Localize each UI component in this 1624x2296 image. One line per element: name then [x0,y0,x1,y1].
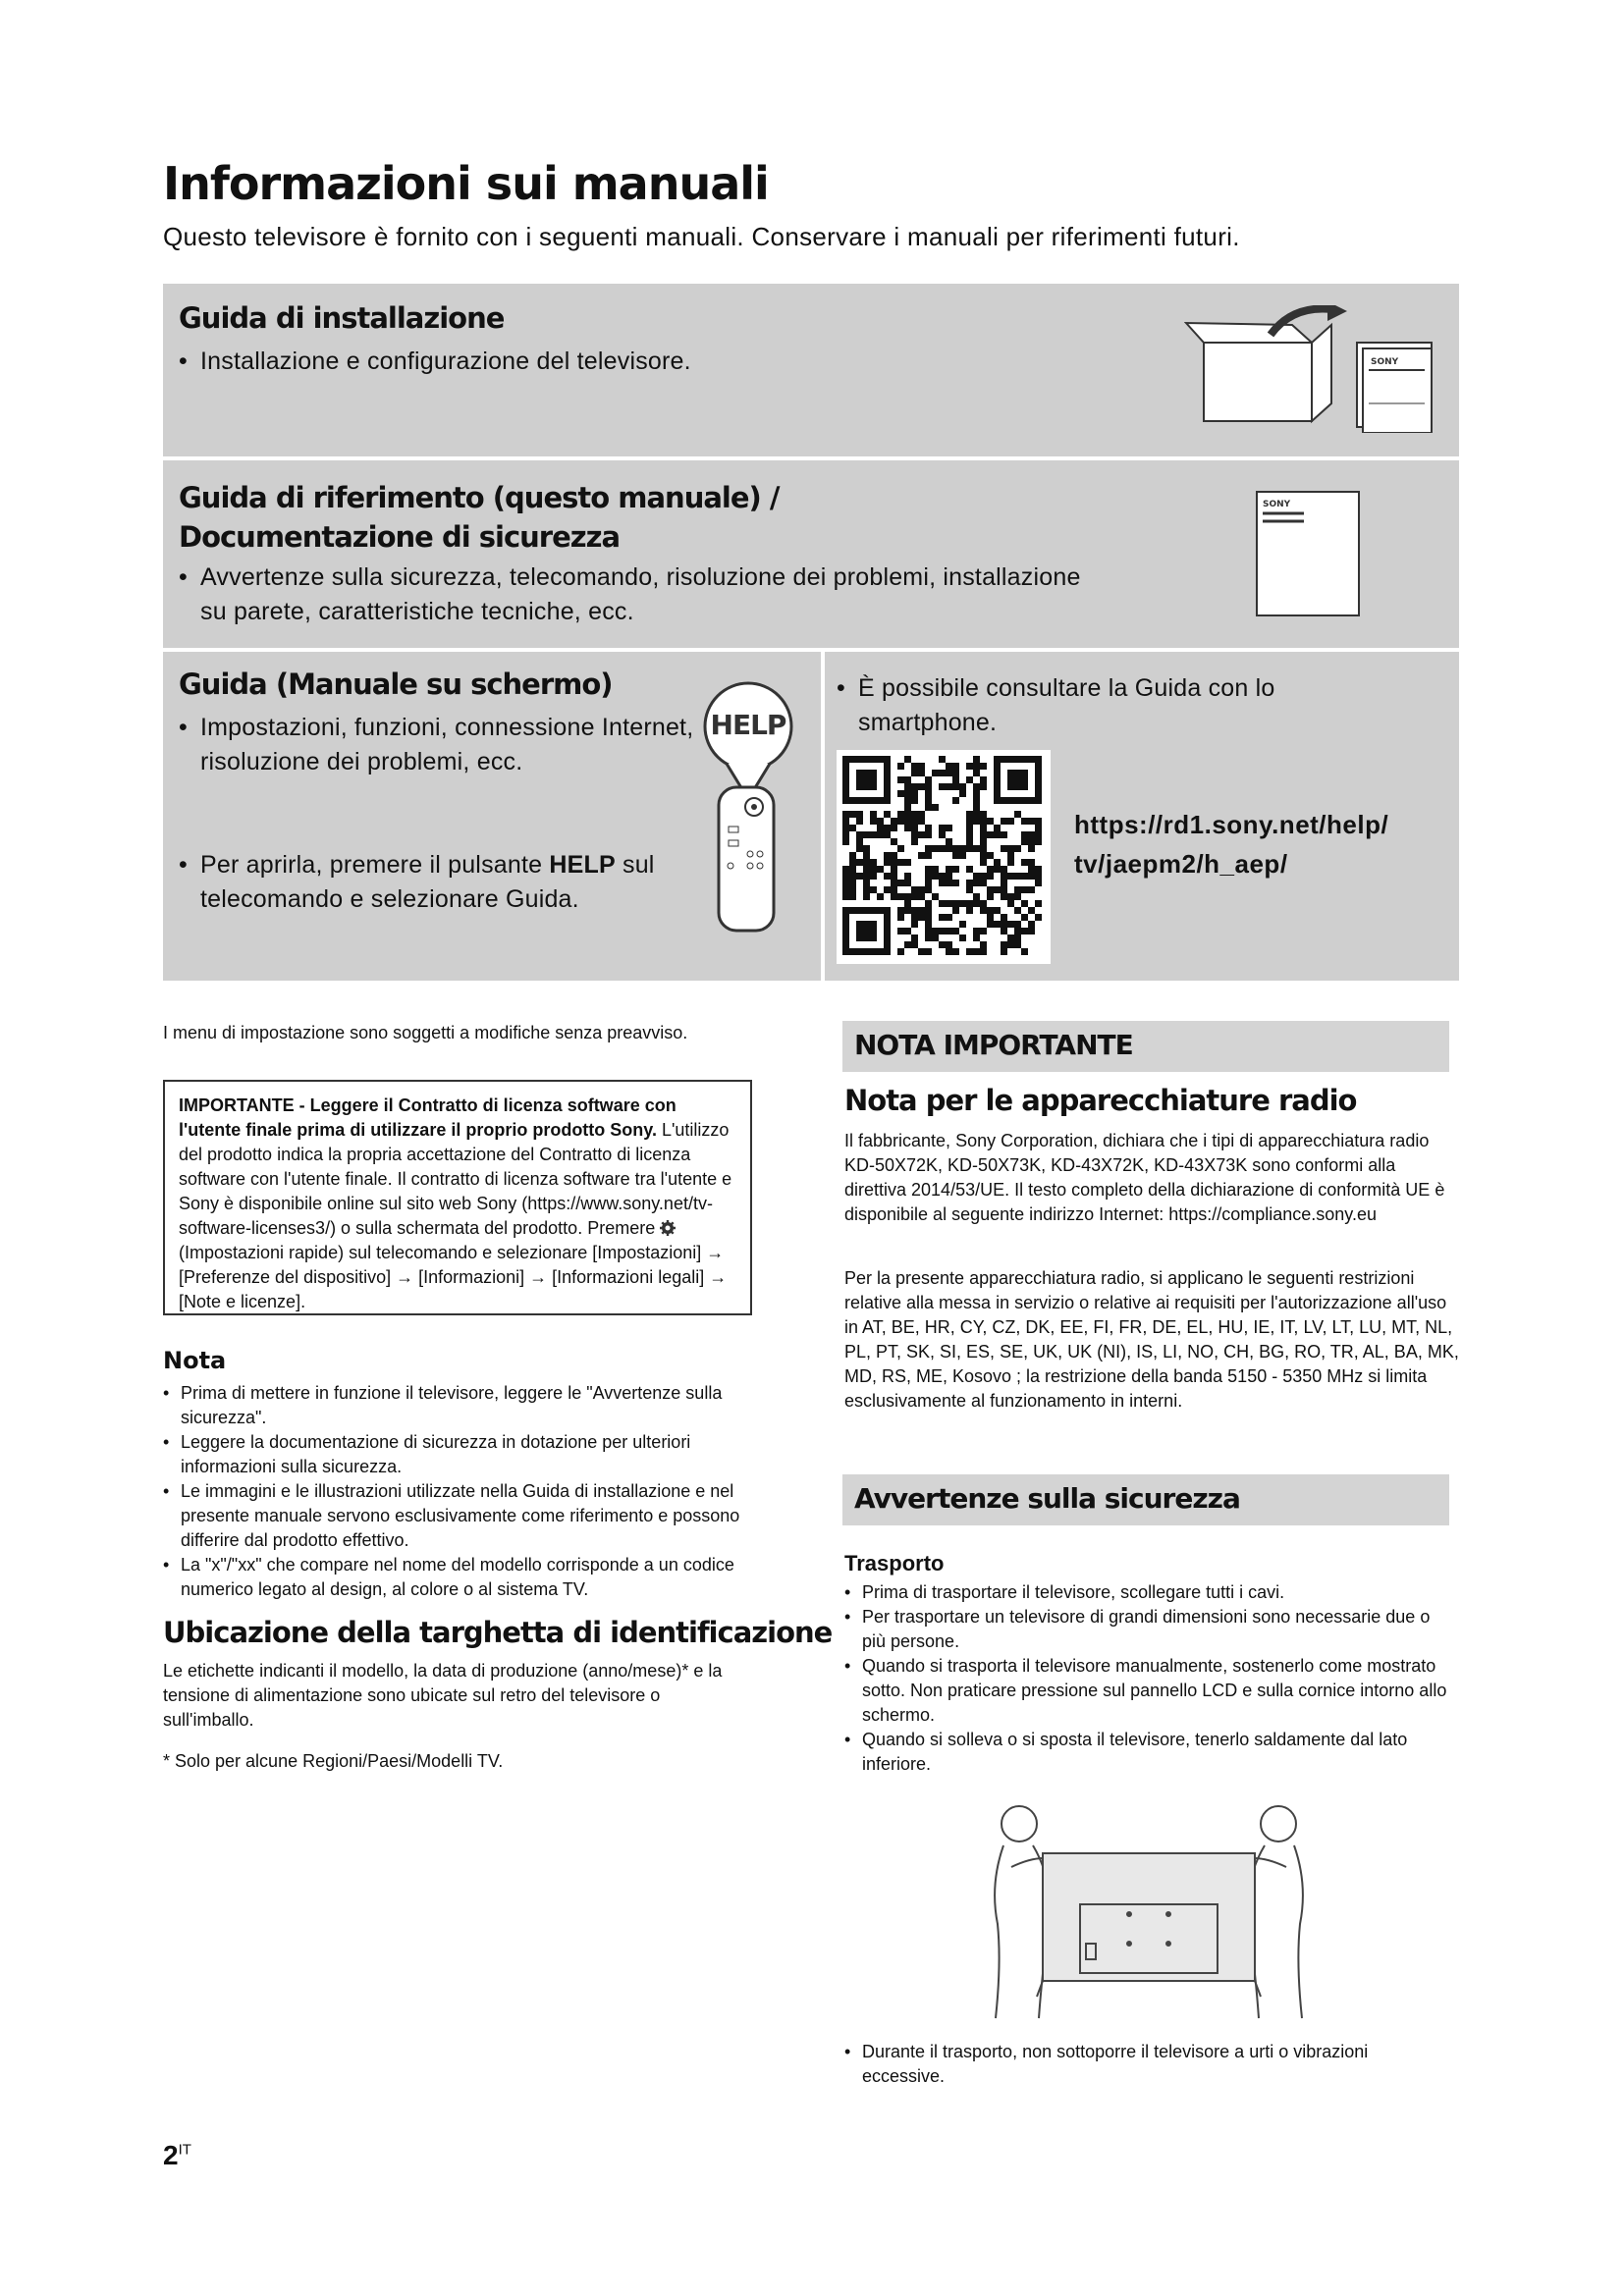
trasporto-bullet-1: • Prima di trasportare il televisore, scollegare tutti i cavi. [844,1580,1453,1605]
qr-code [837,750,1051,964]
important-pre: L'utilizzo del prodotto indica la propria accettazione del Contratto di licenza software con l'utente finale. Il contratto di licenza software tra l'utente e Sony è disponibile online sul sito web Sony (https://www.sony.net/tv-software-licenses3/) o sulla schermata del prodotto. Premere [179,1120,732,1238]
ubicazione-text: Le etichette indicanti il modello, la data di produzione (anno/mese)* e la tensione di alimentazione sono ubicate sul retro del televisore o sull'imballo. [163,1661,723,1730]
nota-bullet-2: • Leggere la documentazione di sicurezza in dotazione per ulteriori informazioni sulla sicurezza. [163,1430,782,1479]
tv-carry-illustration [982,1796,1316,2022]
help-label: HELP [710,709,786,741]
page-number-value: 2 [163,2140,179,2170]
radio-paragraph-2: Per la presente apparecchiatura radio, si applicano le seguenti restrizioni relative alla messa in servizio o relative ai requisiti per l'autorizzazione all'uso in AT, BE, HR, CY, CZ, DK, EE, FI, FR, DE, EL, HU, IE, IT, LV, LT, LU, MT, NL, PL, PT, SK, SI, ES, SE, UK, UK (NI), IS, LI, NO, CH, BG, RO, TR, AL, BA, MK, MD, RS, ME, Kosovo ; la restrizione della banda 5150 - 5350 MHz si limita esclusivamente al funzionamento in interni. [844,1268,1459,1411]
nota-importante-heading: NOTA IMPORTANTE [854,1029,1133,1061]
panel-smartphone [825,652,1459,981]
help-url[interactable] [1074,805,1388,883]
remote-help-icon [699,679,807,934]
trasporto-bullet-2: • Per trasportare un televisore di grandi dimensioni sono necessarie due o più persone. [844,1605,1453,1654]
nota-bullet-4: • La "x"/"xx" che compare nel nome del modello corrisponde a un codice numerico legato al design, al colore o al sistema TV. [163,1553,782,1602]
trasporto-bullet-3: • Quando si trasporta il televisore manualmente, sostenerlo come mostrato sotto. Non praticare pressione sul pannello LCD e sulla cornice intorno allo schermo. [844,1654,1453,1728]
ubicazione-heading: Ubicazione della targhetta di identificazione [163,1616,833,1649]
footnote: * Solo per alcune Regioni/Paesi/Modelli TV. [163,1751,504,1771]
nota-bullet-1: • Prima di mettere in funzione il televisore, leggere le "Avvertenze sulla sicurezza". [163,1381,782,1430]
panel-help-title: Guida (Manuale su schermo) [179,667,613,701]
panel-help-guide [163,652,821,981]
nota-importante-bar [842,1021,1449,1072]
manual-booklet-icon [1255,490,1363,619]
panel-installation-title: Guida di installazione [179,301,505,335]
page-number-suffix: IT [178,2141,191,2159]
important-box [163,1080,752,1315]
smartphone-bullet: • È possibile consultare la Guida con lo smartphone. [837,671,1408,740]
nota-bullet-3: • Le immagini e le illustrazioni utilizzate nella Guida di installazione e nel presente manuale servono esclusivamente come riferimento e possono differire dal prodotto effettivo. [163,1479,782,1553]
nota-list [163,1381,782,1602]
menu-note: I menu di impostazione sono soggetti a modifiche senza preavviso. [163,1023,688,1042]
panel-installation-guide [163,284,1459,456]
radio-heading: Nota per le apparecchiature radio [844,1084,1357,1117]
panel-reference-bullet: • Avvertenze sulla sicurezza, telecomando, risoluzione dei problemi, installazione su parete, caratteristiche tecniche, ecc. [179,561,1104,629]
page-title: Informazioni sui manuali [163,157,769,210]
trasporto-last [844,2040,1434,2089]
radio-paragraph-1: Il fabbricante, Sony Corporation, dichiara che i tipi di apparecchiatura radio KD-50X72K, KD-50X73K, KD-43X72K, KD-43X73K sono conformi alla direttiva 2014/53/UE. Il testo completo della dichiarazione di conformità UE è disponibile al seguente indirizzo Internet: https://compliance.sony.eu [844,1131,1445,1224]
svg-text:SONY: SONY [1371,357,1399,367]
help-url-line-2: tv/jaepm2/h_aep/ [1074,849,1288,879]
page-subtitle: Questo televisore è fornito con i seguenti manuali. Conservare i manuali per riferimenti futuri. [163,222,1240,251]
important-bold: IMPORTANTE - Leggere il Contratto di licenza software con l'utente finale prima di utilizzare il proprio prodotto Sony. [179,1095,677,1140]
panel-help-bullet-2: • Per aprirla, premere il pulsante HELP sul telecomando e selezionare Guida. [179,848,721,917]
safety-heading: Avvertenze sulla sicurezza [854,1482,1240,1515]
box-manual-icon [1184,305,1449,433]
trasporto-list [844,1580,1453,1777]
svg-text:SONY: SONY [1263,500,1291,509]
panel-reference-title: Guida di riferimento (questo manuale) / Documentazione di sicurezza [179,481,780,554]
panel-help-bullet-1: • Impostazioni, funzioni, connessione Internet, risoluzione dei problemi, ecc. [179,711,711,779]
trasporto-bullet-5: • Durante il trasporto, non sottoporre il televisore a urti o vibrazioni eccessive. [844,2040,1434,2089]
settings-icon [660,1218,676,1234]
panel-installation-bullet: • Installazione e configurazione del televisore. [179,345,986,379]
nota-heading: Nota [163,1347,227,1374]
trasporto-bullet-4: • Quando si solleva o si sposta il televisore, tenerlo saldamente dal lato inferiore. [844,1728,1453,1777]
panel-reference-guide [163,460,1459,648]
safety-bar [842,1474,1449,1525]
page-number [163,2140,191,2171]
important-post: (Impostazioni rapide) sul telecomando e selezionare [Impostazioni] → [Preferenze del dispositivo] → [Informazioni] → [Informazioni legali] → [Note e licenze]. [179,1243,728,1311]
trasporto-heading: Trasporto [844,1551,945,1575]
help-url-line-1: https://rd1.sony.net/help/ [1074,810,1389,839]
